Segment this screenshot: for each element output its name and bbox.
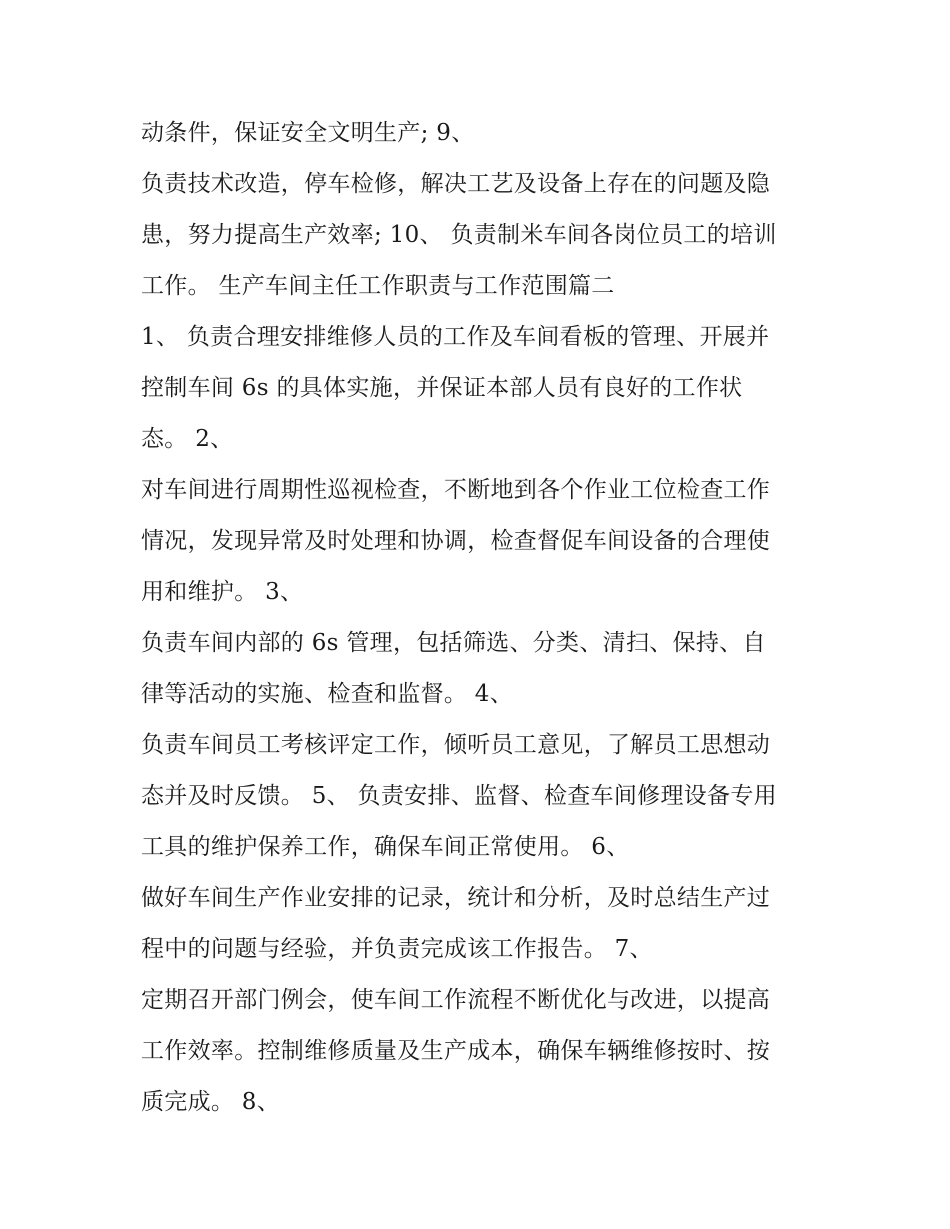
text-line: 动条件，保证安全文明生产; 9、 bbox=[141, 120, 475, 146]
text-line: 态并及时反馈。 5、 负责安排、监督、检查车间修理设备专用 bbox=[141, 783, 777, 809]
text-line: 律等活动的实施、检查和监督。 4、 bbox=[141, 681, 514, 707]
text-line: 态。 2、 bbox=[141, 426, 234, 452]
text-line: 质完成。 8、 bbox=[141, 1089, 281, 1115]
text-line: 定期召开部门例会，使车间工作流程不断优化与改进，以提高 bbox=[141, 987, 771, 1013]
text-line: 负责车间员工考核评定工作，倾听员工意见，了解员工思想动 bbox=[141, 732, 771, 758]
text-line: 程中的问题与经验，并负责完成该工作报告。 7、 bbox=[141, 936, 653, 962]
text-line: 控制车间 6s 的具体实施，并保证本部人员有良好的工作状 bbox=[141, 375, 743, 401]
text-line: 工作效率。控制维修质量及生产成本，确保车辆维修按时、按 bbox=[141, 1038, 771, 1064]
text-line: 用和维护。 3、 bbox=[141, 579, 304, 605]
text-line: 做好车间生产作业安排的记录，统计和分析，及时总结生产过 bbox=[141, 885, 771, 911]
text-line: 负责技术改造，停车检修，解决工艺及设备上存在的问题及隐 bbox=[141, 171, 771, 197]
text-line: 1、 负责合理安排维修人员的工作及车间看板的管理、开展并 bbox=[141, 324, 770, 350]
text-line: 工作。 生产车间主任工作职责与工作范围篇二 bbox=[141, 273, 615, 299]
text-line: 对车间进行周期性巡视检查，不断地到各个作业工位检查工作 bbox=[141, 477, 771, 503]
text-line: 患，努力提高生产效率; 10、 负责制米车间各岗位员工的培训 bbox=[141, 222, 777, 248]
text-line: 负责车间内部的 6s 管理，包括筛选、分类、清扫、保持、自 bbox=[141, 630, 766, 656]
body-text bbox=[141, 108, 841, 1128]
text-line: 情况，发现异常及时处理和协调，检查督促车间设备的合理使 bbox=[141, 528, 771, 554]
text-line: 工具的维护保养工作，确保车间正常使用。 6、 bbox=[141, 834, 630, 860]
